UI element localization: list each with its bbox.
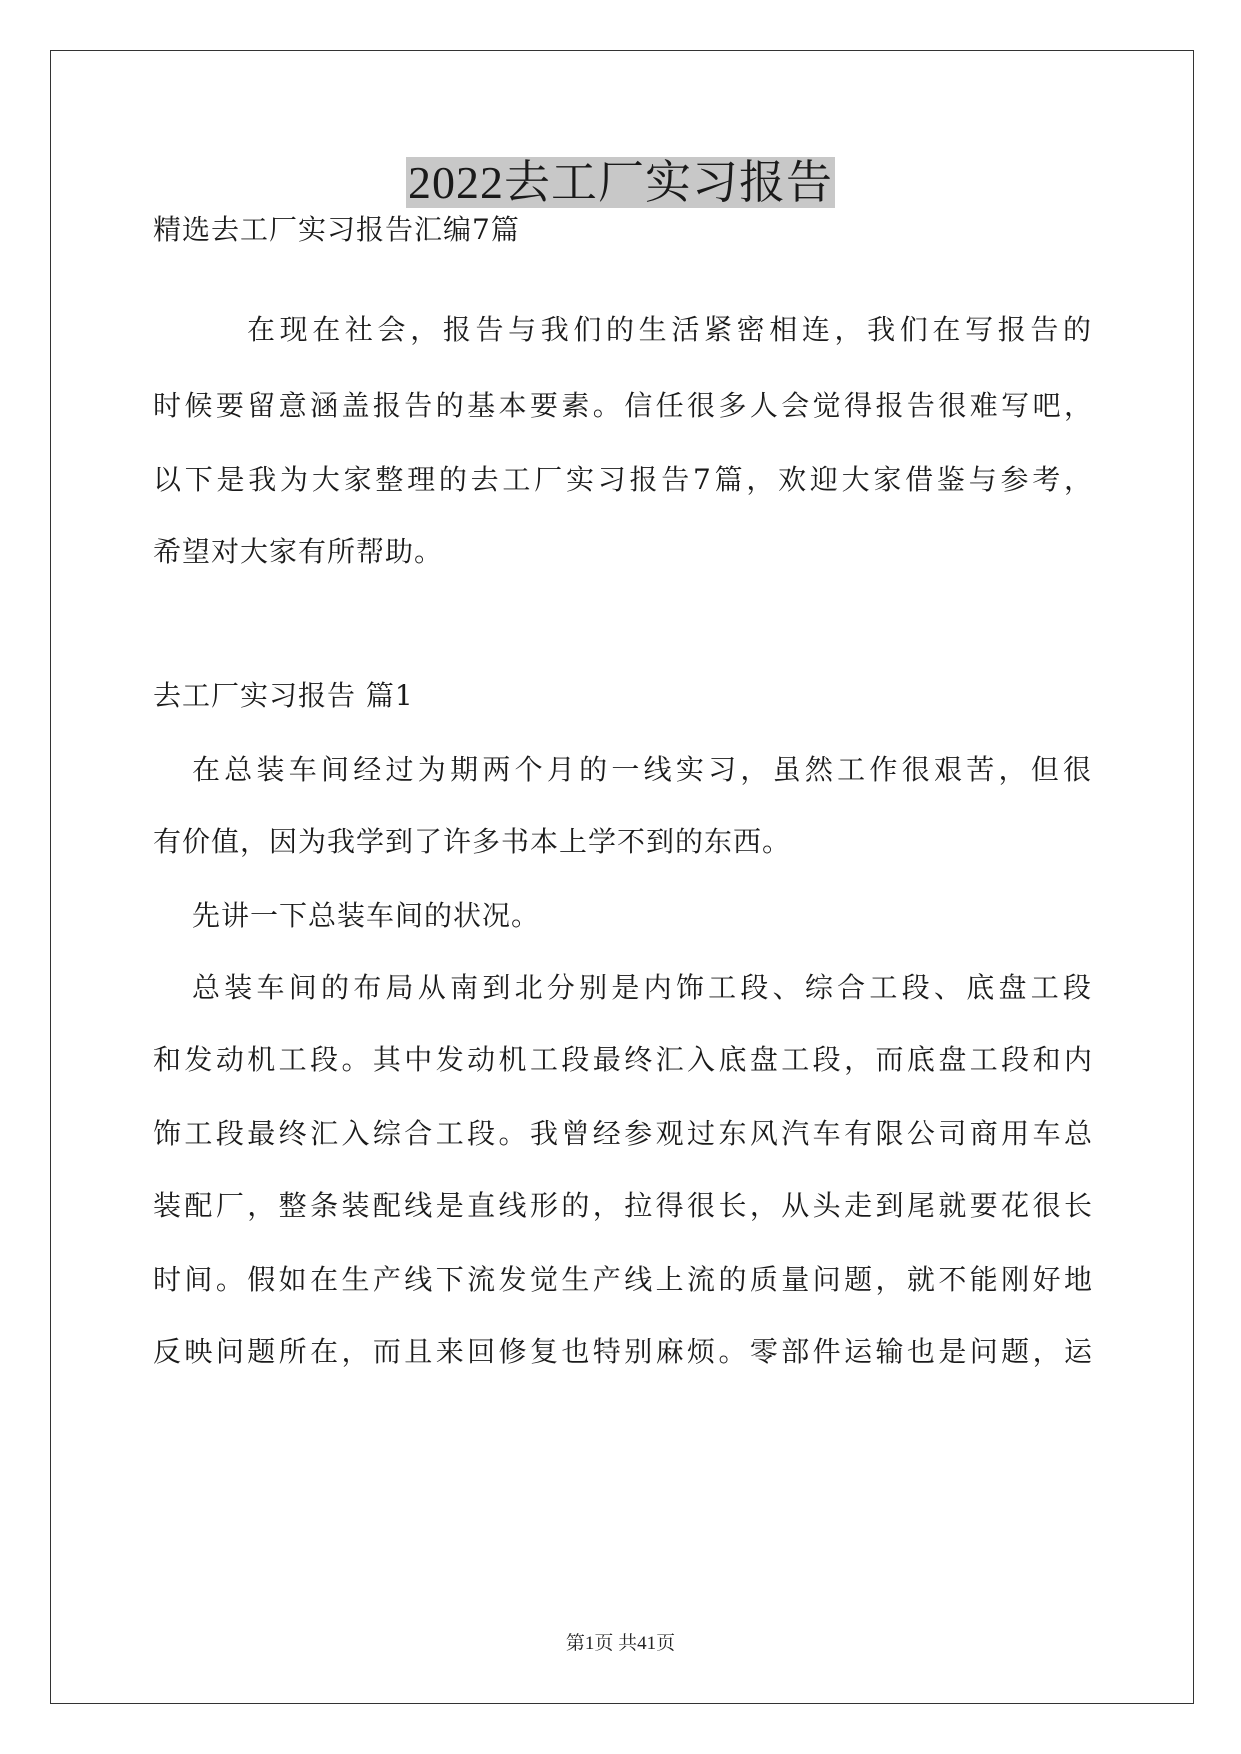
intro-line-1: 在现在社会，报告与我们的生活紧密相连，我们在写报告的	[247, 313, 1092, 346]
document-title	[0, 155, 1241, 211]
body-line-3: 先讲一下总装车间的状况。	[192, 899, 541, 932]
page-border	[50, 50, 1194, 1704]
intro-line-4: 希望对大家有所帮助。	[153, 535, 444, 568]
body-line-9: 反映问题所在，而且来回修复也特别麻烦。零部件运输也是问题，运	[153, 1335, 1093, 1368]
intro-line-3: 以下是我为大家整理的去工厂实习报告7篇，欢迎大家借鉴与参考，	[153, 463, 1093, 496]
body-line-8: 时间。假如在生产线下流发觉生产线上流的质量问题，就不能刚好地	[153, 1263, 1093, 1296]
body-line-7: 装配厂，整条装配线是直线形的，拉得很长，从头走到尾就要花很长	[153, 1189, 1093, 1222]
subtitle: 精选去工厂实习报告汇编7篇	[153, 213, 520, 246]
body-line-5: 和发动机工段。其中发动机工段最终汇入底盘工段，而底盘工段和内	[153, 1043, 1093, 1076]
intro-line-2: 时候要留意涵盖报告的基本要素。信任很多人会觉得报告很难写吧，	[153, 389, 1093, 422]
body-line-4: 总装车间的布局从南到北分别是内饰工段、综合工段、底盘工段	[192, 971, 1092, 1004]
page-footer: 第1页 共41页	[565, 1633, 676, 1654]
body-line-1: 在总装车间经过为期两个月的一线实习，虽然工作很艰苦，但很	[192, 753, 1092, 786]
document-title-text: 2022去工厂实习报告	[408, 157, 833, 208]
section-heading: 去工厂实习报告 篇1	[153, 679, 414, 712]
body-line-6: 饰工段最终汇入综合工段。我曾经参观过东风汽车有限公司商用车总	[153, 1117, 1093, 1150]
body-line-2: 有价值，因为我学到了许多书本上学不到的东西。	[153, 825, 792, 858]
